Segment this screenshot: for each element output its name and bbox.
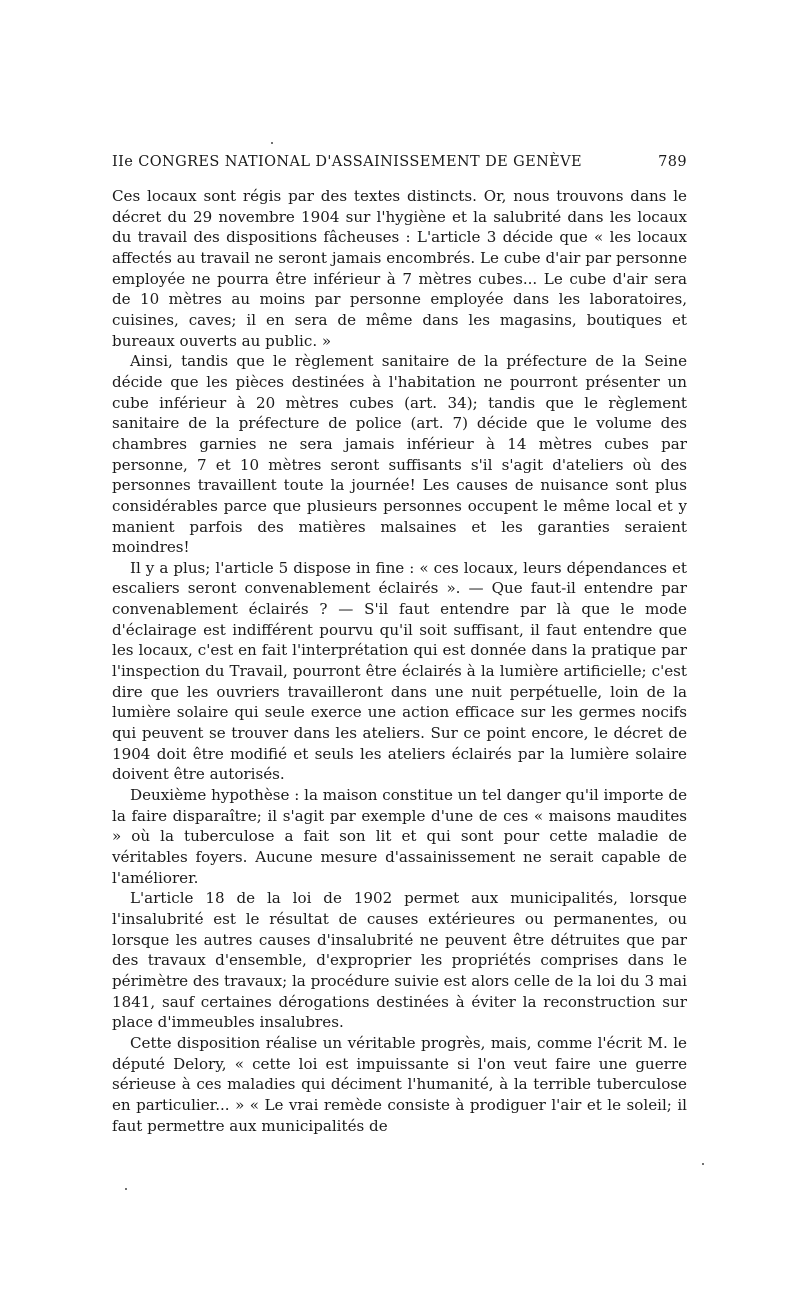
- print-speck: [125, 1188, 127, 1190]
- paragraph: Ces locaux sont régis par des textes distincts. Or, nous trouvons dans le décret du 29 novembre 1904 sur l'hygiène et la salubrité dans les locaux du travail des dispositions fâcheuses : L'article 3 décide que « les locaux affectés au travail ne seront jamais encombrés. Le cube d'air par personne employée ne pourra être inférieur à 7 mètres cubes... Le cube d'air sera de 10 mètres au moins par personne employée dans les laboratoires, cuisines, caves; il en sera de même dans les magasins, boutiques et bureaux ouverts au public. »: [112, 187, 687, 350]
- paragraph: L'article 18 de la loi de 1902 permet aux municipalités, lorsque l'insalubrité est le résultat de causes extérieures ou permanentes, ou lorsque les autres causes d'insalubrité ne peuvent être détruites que par des travaux d'ensemble, d'exproprier les propriétés comprises dans le périmètre des travaux; la procédure suivie est alors celle de la loi du 3 mai 1841, sauf certaines dérogations destinées à éviter la reconstruction sur place d'immeubles insalubres.: [112, 889, 687, 1032]
- paragraph: Deuxième hypothèse : la maison constitue un tel danger qu'il importe de la faire disparaître; il s'agit par exemple d'une de ces « maisons maudites » où la tuberculose a fait son lit et qui sont pour cette maladie de véritables foyers. Aucune mesure d'assainissement ne serait capable de l'améliorer.: [112, 786, 688, 887]
- running-title: IIe CONGRES NATIONAL D'ASSAINISSEMENT DE GENÈVE: [112, 154, 583, 170]
- print-speck: [271, 142, 273, 144]
- paragraph: Cette disposition réalise un véritable progrès, mais, comme l'écrit M. le député Delory, « cette loi est impuissante si l'on veut faire une guerre sérieuse à ces maladies qui déciment l'humanité, à la terrible tuberculose en particulier... » « Le vrai remède consiste à prodiguer l'air et le soleil; il faut permettre aux municipalités de: [112, 1033, 687, 1135]
- print-speck: [702, 1163, 704, 1165]
- book-page: [112, 152, 687, 1136]
- paragraph: Il y a plus; l'article 5 dispose in fine : « ces locaux, leurs dépendances et escaliers seront convenablement éclairés ». — Que faut-il entendre par convenablement éclairés ? — S'il faut entendre par là que le mode d'éclairage est indifférent pourvu qu'il soit suffisant, il faut entendre que les locaux, c'est en fait l'interprétation qui est donnée dans la pratique par l'inspection du Travail, pourront être éclairés à la lumière artificielle; c'est dire que les ouvriers travailleront dans une nuit perpétuelle, loin de la lumière solaire qui seule exerce une action efficace sur les germes nocifs qui peuvent se trouver dans les ateliers. Sur ce point encore, le décret de 1904 doit être modifié et seuls les ateliers éclairés par la lumière solaire doivent être autorisés.: [112, 558, 687, 784]
- paragraph: Ainsi, tandis que le règlement sanitaire de la préfecture de la Seine décide que les pièces destinées à l'habitation ne pourront présenter un cube inférieur à 20 mètres cubes (art. 34); tandis que le règlement sanitaire de la préfecture de police (art. 7) décide que le volume des chambres garnies ne sera jamais inférieur à 14 mètres cubes par personne, 7 et 10 mètres seront suffisants s'il s'agit d'ateliers où des personnes travaillent toute la journée! Les causes de nuisance sont plus considérables parce que plusieurs personnes occupent le même local et y manient parfois des matières malsaines et les garanties seraient moindres!: [112, 352, 687, 557]
- page-number: 789: [658, 154, 687, 170]
- body-text: [112, 186, 687, 1136]
- running-header: [112, 152, 687, 172]
